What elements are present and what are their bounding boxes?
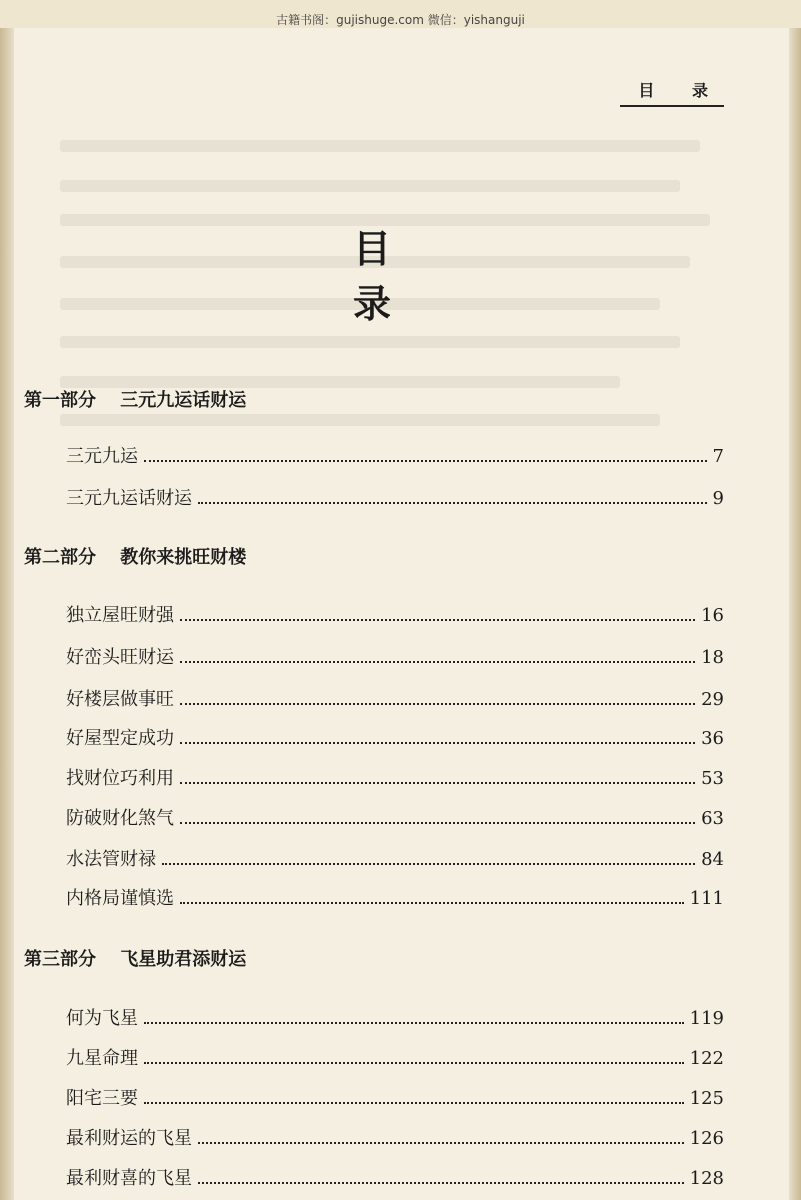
section-number: 第一部分 [24, 390, 96, 411]
bleed-through-line [60, 336, 680, 348]
toc-entry-label: 最利财喜的飞星 [66, 1168, 192, 1189]
section-heading [24, 543, 246, 569]
toc-entry-label: 好屋型定成功 [66, 728, 174, 749]
toc-entry-page: 128 [689, 1168, 724, 1189]
toc-entry-label: 好楼层做事旺 [66, 689, 174, 710]
toc-entry-page: 7 [712, 446, 724, 467]
toc-entry[interactable] [66, 1164, 724, 1190]
toc-entry-label: 三元九运 [66, 446, 138, 467]
section-heading [24, 386, 246, 412]
toc-entry-label: 内格局谨慎选 [66, 888, 174, 909]
toc-entry[interactable] [66, 1124, 724, 1150]
dot-leader [198, 1181, 684, 1184]
section-title: 三元九运话财运 [120, 390, 247, 411]
toc-entry-page: 111 [689, 888, 724, 909]
dot-leader [180, 901, 684, 904]
page-edge-left [0, 0, 14, 1200]
toc-entry[interactable] [66, 601, 724, 627]
section-number: 第三部分 [24, 949, 96, 970]
toc-entry[interactable] [66, 724, 724, 750]
page-edge-right [789, 0, 801, 1200]
bleed-through-line [60, 140, 700, 152]
dot-leader [180, 618, 695, 621]
toc-entry-page: 125 [689, 1088, 724, 1109]
dot-leader [180, 702, 695, 705]
toc-entry-label: 何为飞星 [66, 1008, 138, 1029]
toc-entry-page: 29 [701, 689, 724, 710]
dot-leader [180, 821, 695, 824]
toc-entry[interactable] [66, 1044, 724, 1070]
section-number: 第二部分 [24, 547, 96, 568]
dot-leader [180, 660, 695, 663]
toc-entry[interactable] [66, 1004, 724, 1030]
page-title: 目 录 [352, 226, 447, 326]
toc-entry[interactable] [66, 845, 724, 871]
toc-entry-page: 16 [701, 605, 724, 626]
toc-entry[interactable] [66, 884, 724, 910]
bleed-through-line [60, 180, 680, 192]
toc-entry[interactable] [66, 1084, 724, 1110]
toc-entry[interactable] [66, 442, 724, 468]
dot-leader [198, 501, 707, 504]
toc-entry[interactable] [66, 804, 724, 830]
running-head: 目 录 [620, 78, 724, 107]
toc-entry[interactable] [66, 643, 724, 669]
dot-leader [144, 1101, 684, 1104]
dot-leader [144, 1061, 684, 1064]
toc-entry-page: 122 [689, 1048, 724, 1069]
toc-entry[interactable] [66, 484, 724, 510]
toc-entry-label: 阳宅三要 [66, 1088, 138, 1109]
toc-entry-page: 84 [701, 849, 724, 870]
toc-entry-page: 36 [701, 728, 724, 749]
toc-entry-label: 三元九运话财运 [66, 488, 192, 509]
dot-leader [144, 1021, 684, 1024]
bleed-through-line [60, 414, 660, 426]
section-title: 飞星助君添财运 [120, 949, 247, 970]
toc-entry[interactable] [66, 685, 724, 711]
toc-entry-label: 九星命理 [66, 1048, 138, 1069]
watermark-text: 古籍书阁：gujishuge.com 微信：yishanguji [276, 13, 525, 27]
dot-leader [180, 741, 695, 744]
dot-leader [162, 862, 695, 865]
dot-leader [144, 459, 707, 462]
toc-entry-page: 9 [712, 488, 724, 509]
toc-entry[interactable] [66, 764, 724, 790]
toc-entry-label: 水法管财禄 [66, 849, 156, 870]
toc-entry-label: 最利财运的飞星 [66, 1128, 192, 1149]
toc-entry-label: 防破财化煞气 [66, 808, 174, 829]
toc-entry-label: 独立屋旺财强 [66, 605, 174, 626]
section-title: 教你来挑旺财楼 [120, 547, 247, 568]
toc-entry-page: 119 [689, 1008, 724, 1029]
dot-leader [180, 781, 695, 784]
toc-entry-label: 好峦头旺财运 [66, 647, 174, 668]
toc-entry-page: 18 [701, 647, 724, 668]
dot-leader [198, 1141, 684, 1144]
toc-entry-page: 63 [701, 808, 724, 829]
toc-entry-label: 找财位巧利用 [66, 768, 174, 789]
section-heading [24, 945, 246, 971]
toc-entry-page: 53 [701, 768, 724, 789]
toc-entry-page: 126 [689, 1128, 724, 1149]
